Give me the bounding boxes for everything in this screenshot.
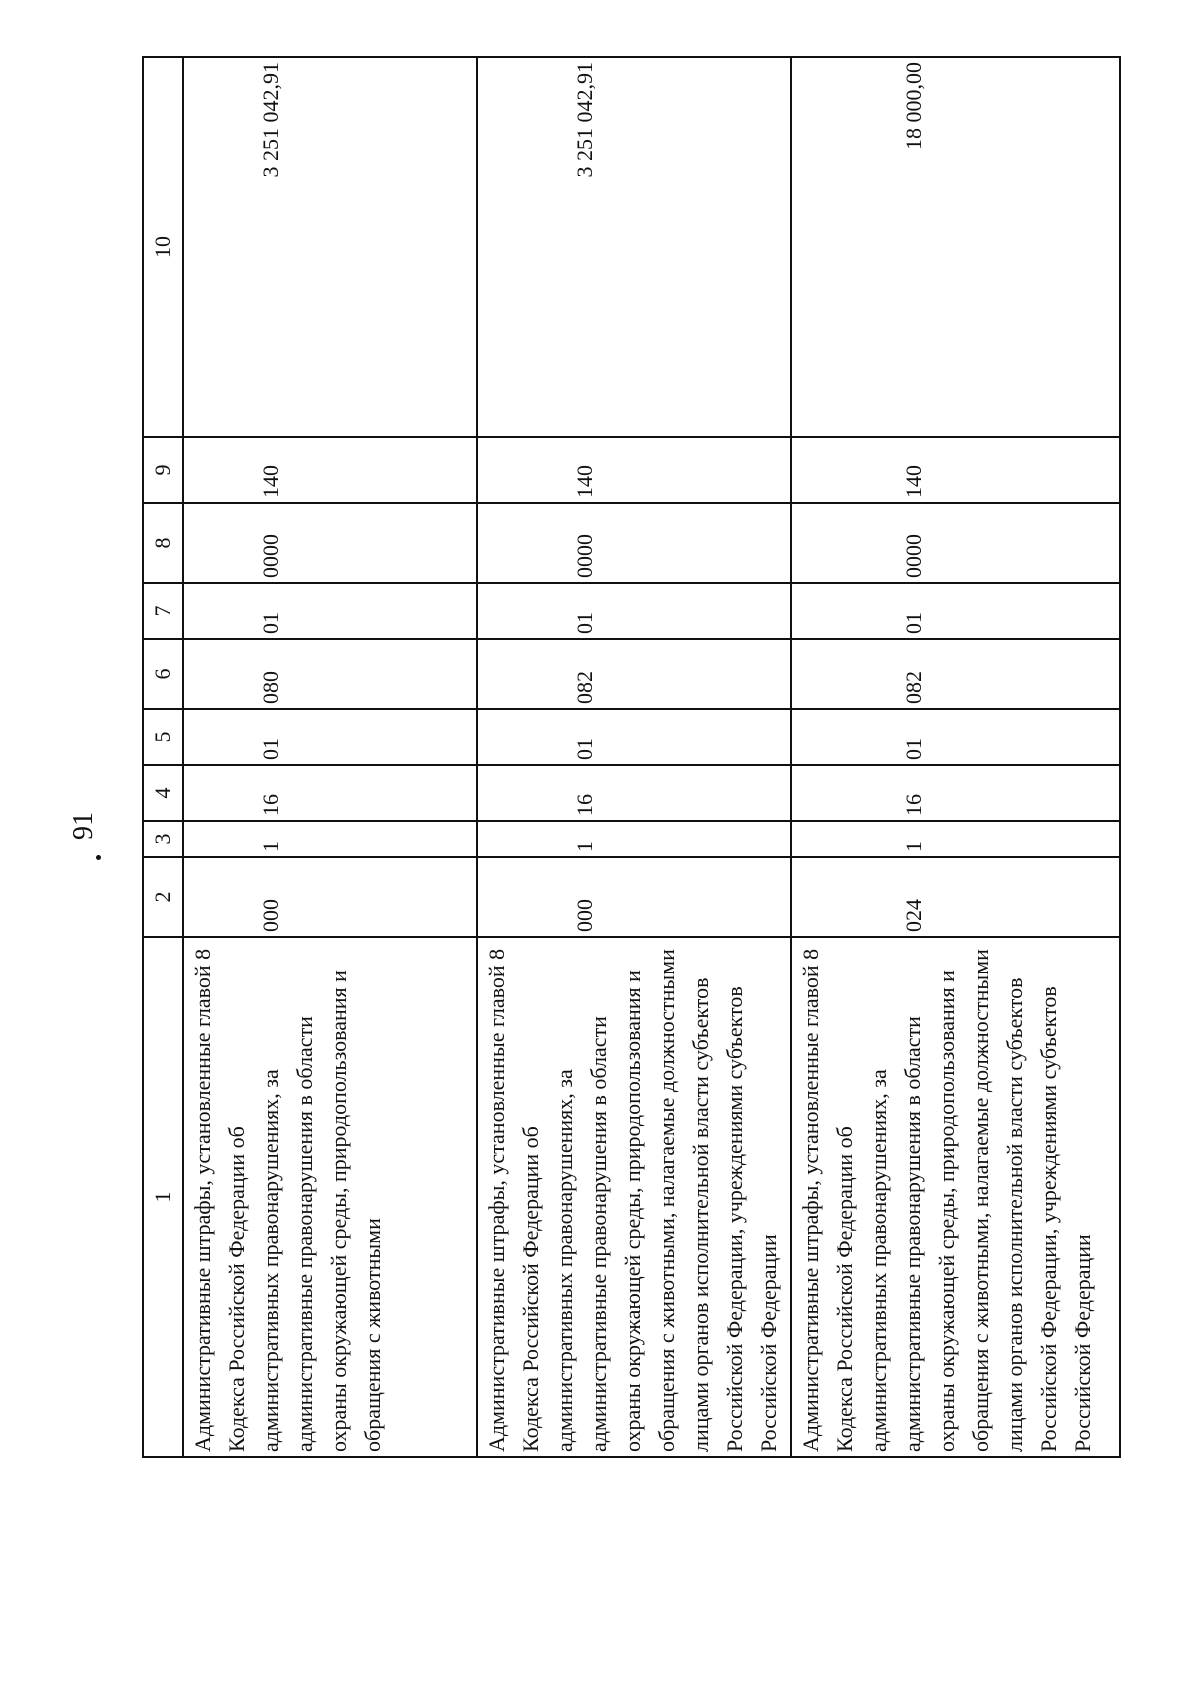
table-row	[477, 57, 791, 1457]
cell-code-7: 01	[183, 583, 477, 639]
cell-code-4: 16	[183, 765, 477, 821]
cell-code-5: 01	[791, 709, 1120, 765]
cell-code-3: 1	[183, 821, 477, 857]
cell-code-9: 140	[183, 437, 477, 503]
table-row	[791, 57, 1120, 1457]
col-header-6: 6	[143, 639, 183, 709]
cell-code-8: 0000	[183, 503, 477, 583]
cell-code-3: 1	[791, 821, 1120, 857]
col-header-8: 8	[143, 503, 183, 583]
page-number: 91	[68, 812, 99, 840]
col-header-9: 9	[143, 437, 183, 503]
col-header-7: 7	[143, 583, 183, 639]
row-description: Административные штрафы, установленные главой 8 Кодекса Российской Федерации об административных правонарушениях, за административные правонарушения в области охраны окружающей среды, природопользования и обращения с животными, налагаемые должностными лицами органов исполнительной власти субъектов Российской Федерации, учреждениями субъектов Российской Федерации	[791, 937, 1120, 1457]
cell-code-5: 01	[183, 709, 477, 765]
cell-code-5: 01	[477, 709, 791, 765]
cell-amount: 3 251 042,91	[183, 57, 477, 437]
table-row	[183, 57, 477, 1457]
cell-code-3: 1	[477, 821, 791, 857]
revenue-table	[142, 56, 1121, 1458]
row-description: Административные штрафы, установленные главой 8 Кодекса Российской Федерации об административных правонарушениях, за административные правонарушения в области охраны окружающей среды, природопользования и обращения с животными, налагаемые должностными лицами органов исполнительной власти субъектов Российской Федерации, учреждениями субъектов Российской Федерации	[477, 937, 791, 1457]
col-header-4: 4	[143, 765, 183, 821]
cell-code-2: 000	[477, 857, 791, 937]
scan-speck	[96, 855, 101, 860]
cell-code-6: 080	[183, 639, 477, 709]
cell-amount: 3 251 042,91	[477, 57, 791, 437]
col-header-1: 1	[143, 937, 183, 1457]
cell-code-9: 140	[791, 437, 1120, 503]
col-header-2: 2	[143, 857, 183, 937]
cell-code-2: 024	[791, 857, 1120, 937]
cell-code-7: 01	[477, 583, 791, 639]
cell-code-2: 000	[183, 857, 477, 937]
cell-amount: 18 000,00	[791, 57, 1120, 437]
col-header-10: 10	[143, 57, 183, 437]
cell-code-4: 16	[477, 765, 791, 821]
col-header-5: 5	[143, 709, 183, 765]
cell-code-4: 16	[791, 765, 1120, 821]
rotated-table-container	[142, 58, 1095, 1458]
cell-code-6: 082	[477, 639, 791, 709]
header-row	[143, 57, 183, 1457]
row-description: Административные штрафы, установленные главой 8 Кодекса Российской Федерации об административных правонарушениях, за административные правонарушения в области охраны окружающей среды, природопользования и обращения с животными	[183, 937, 477, 1457]
table-frame	[142, 58, 1095, 1458]
col-header-3: 3	[143, 821, 183, 857]
cell-code-8: 0000	[477, 503, 791, 583]
cell-code-7: 01	[791, 583, 1120, 639]
cell-code-6: 082	[791, 639, 1120, 709]
cell-code-8: 0000	[791, 503, 1120, 583]
cell-code-9: 140	[477, 437, 791, 503]
